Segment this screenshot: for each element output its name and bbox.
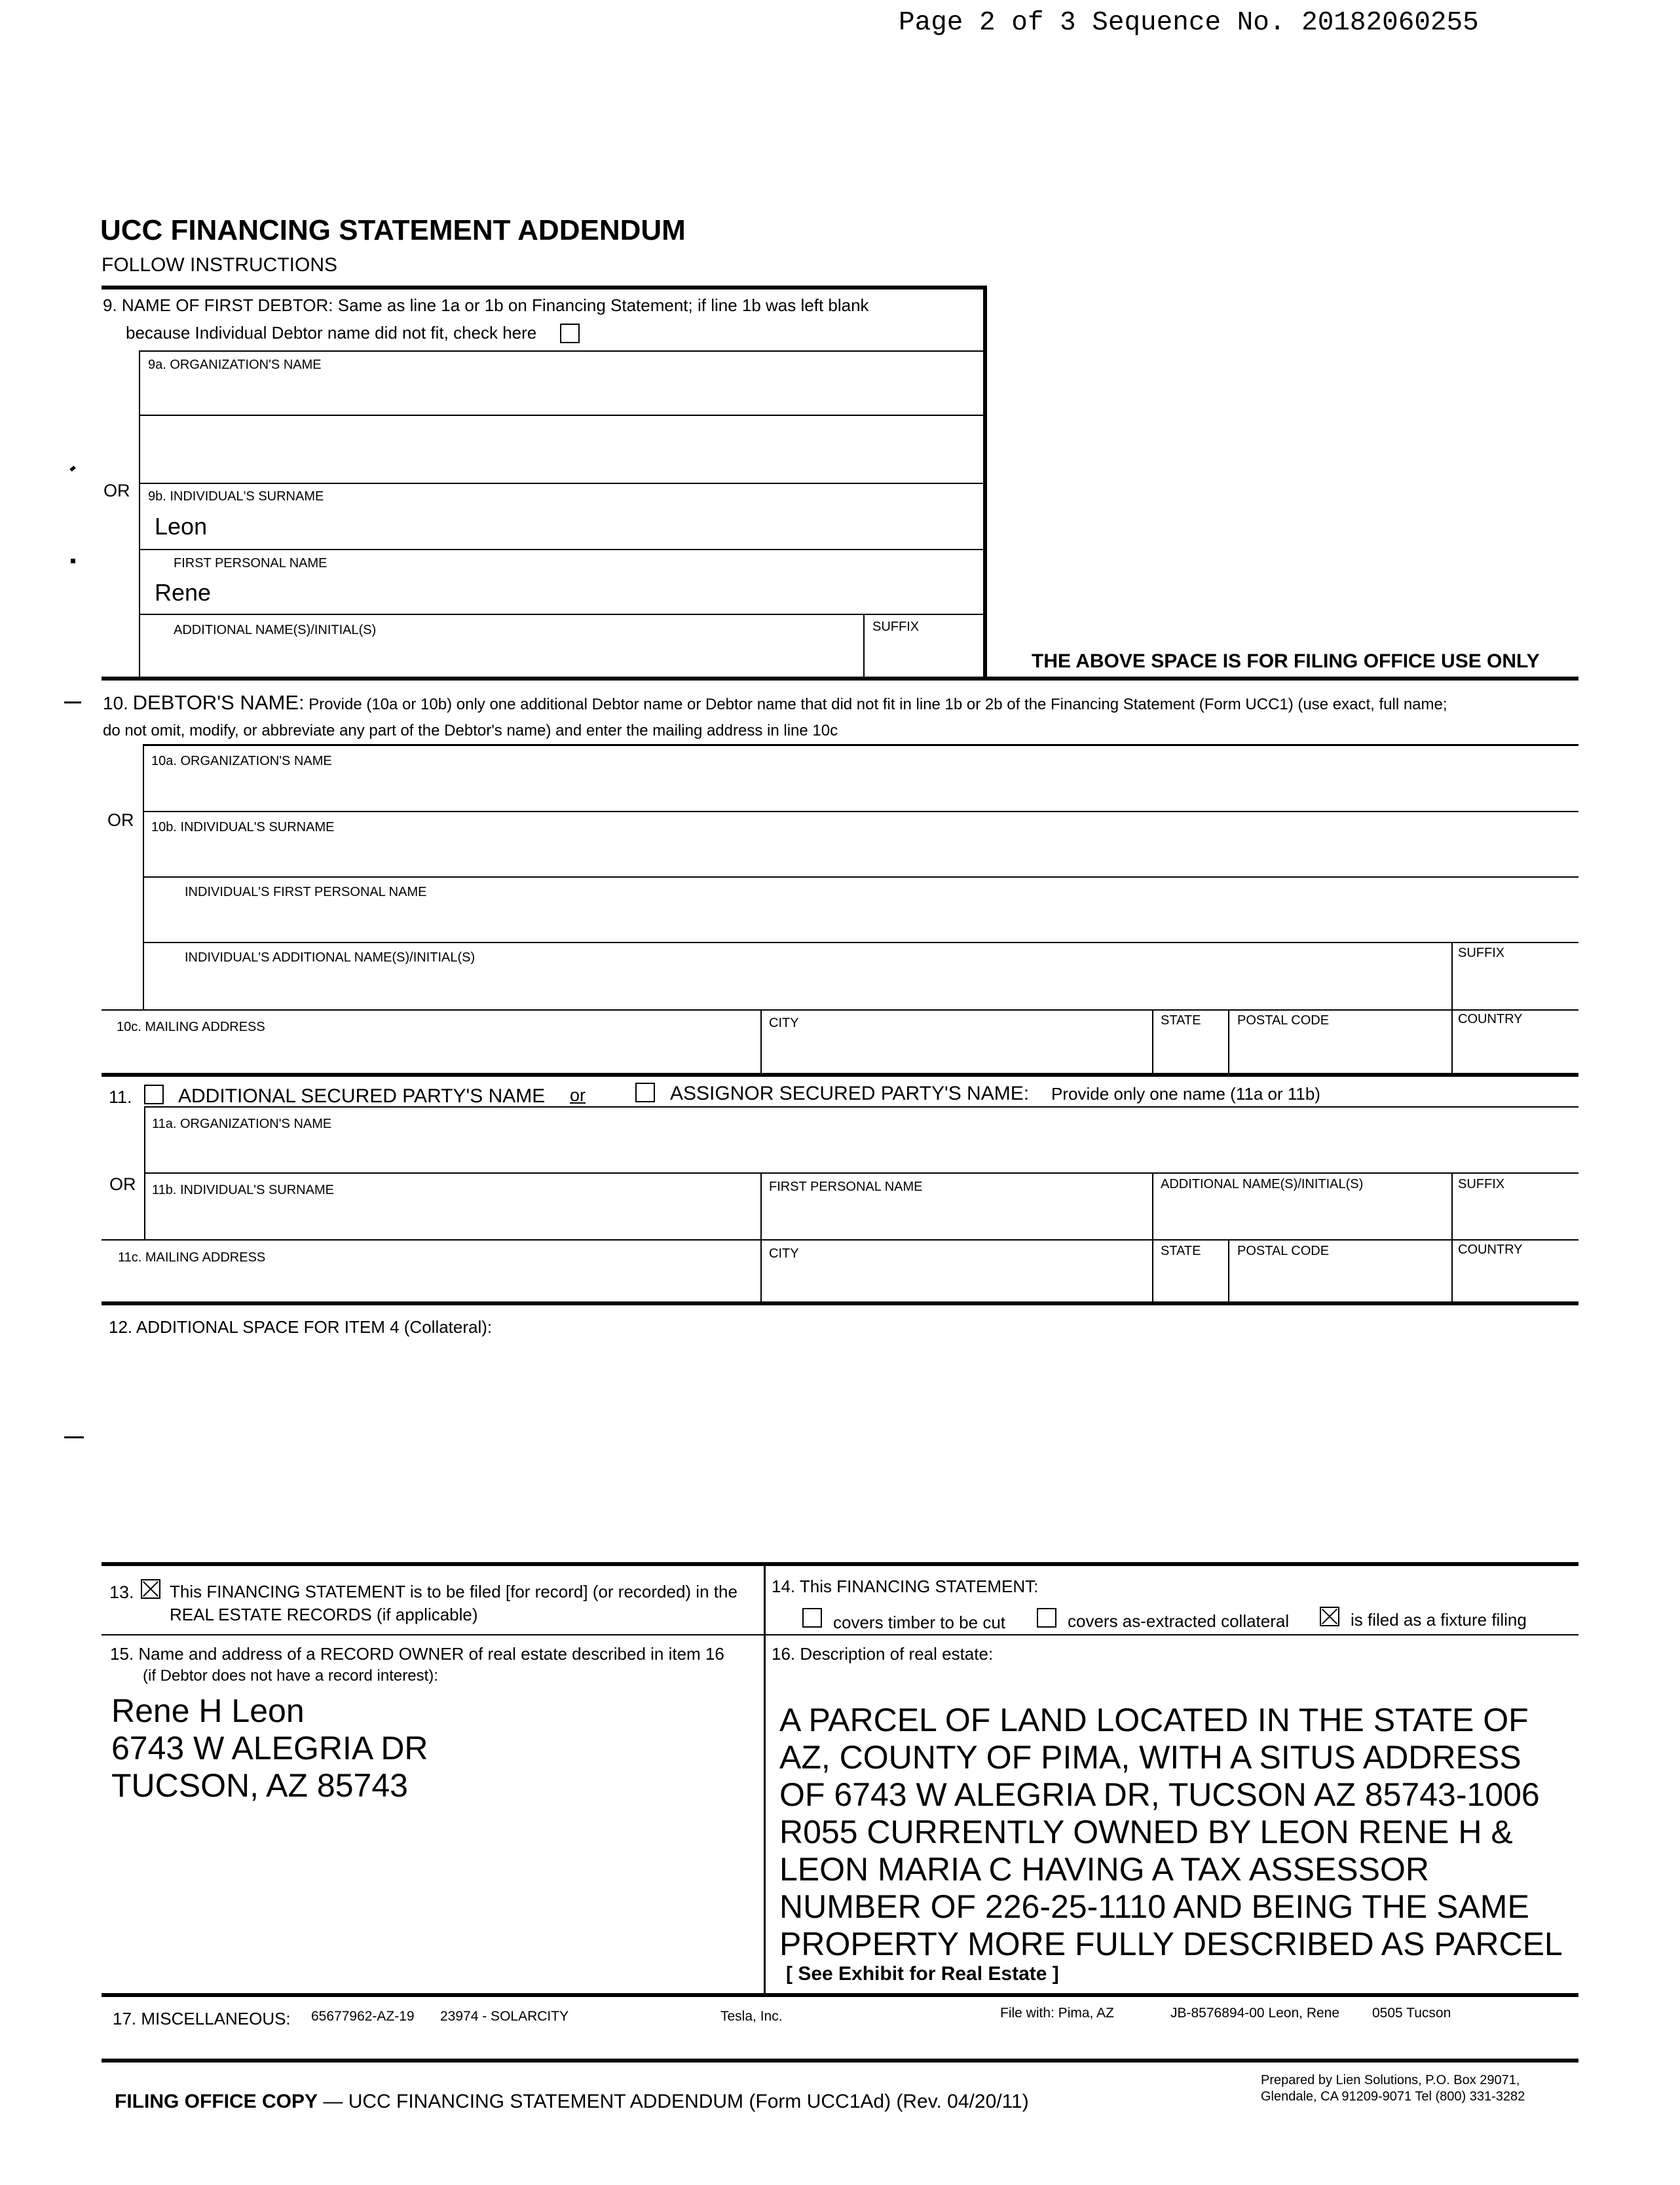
item11c-top-rule bbox=[102, 1239, 1578, 1241]
item17-label: 17. MISCELLANEOUS: bbox=[113, 2009, 291, 2028]
item13-num: 13. bbox=[109, 1582, 134, 1602]
footer-copy-bold: FILING OFFICE COPY bbox=[115, 2091, 318, 2112]
item9b-surname-value: Leon bbox=[155, 513, 208, 540]
item14-fixture-label: is filed as a fixture filing bbox=[1351, 1610, 1527, 1630]
item10-suffix-divider bbox=[1451, 942, 1453, 1009]
item9b-label: 9b. INDIVIDUAL'S SURNAME bbox=[148, 489, 324, 504]
scan-mark bbox=[64, 701, 81, 703]
item10c-state-label: STATE bbox=[1161, 1013, 1201, 1028]
item13-line2: REAL ESTATE RECORDS (if applicable) bbox=[170, 1605, 478, 1624]
item11-assignor-label: ASSIGNOR SECURED PARTY'S NAME: bbox=[670, 1083, 1030, 1104]
item10-heading bbox=[103, 691, 1447, 715]
real-estate-description-line: R055 CURRENTLY OWNED BY LEON RENE H & bbox=[779, 1814, 1513, 1850]
section13-14-divider bbox=[764, 1562, 766, 1994]
item17-job: JB-8576894-00 Leon, Rene bbox=[1170, 2006, 1340, 2021]
item11c-country-label: COUNTRY bbox=[1458, 1242, 1523, 1257]
item10-or: OR bbox=[107, 810, 134, 830]
item11-assignor-checkbox[interactable] bbox=[635, 1083, 655, 1102]
item11-provide-text: Provide only one name (11a or 11b) bbox=[1051, 1084, 1320, 1104]
real-estate-description-line: OF 6743 W ALEGRIA DR, TUCSON AZ 85743-1006 bbox=[779, 1776, 1540, 1813]
item10-additional-rule bbox=[143, 942, 1578, 943]
record-owner-city: TUCSON, AZ 85743 bbox=[111, 1767, 408, 1804]
item10c-state-divider bbox=[1152, 1009, 1153, 1075]
item10c-label: 10c. MAILING ADDRESS bbox=[117, 1020, 265, 1034]
item14-label: 14. This FINANCING STATEMENT: bbox=[772, 1577, 1039, 1596]
item17-company: Tesla, Inc. bbox=[720, 2009, 783, 2024]
item9a-bottom-rule bbox=[139, 415, 984, 416]
item9-heading: 9. NAME OF FIRST DEBTOR: Same as line 1a or 1b on Financing Statement; if line 1b was left blank bbox=[103, 295, 869, 315]
real-estate-description-line: AZ, COUNTY OF PIMA, WITH A SITUS ADDRESS bbox=[779, 1739, 1521, 1776]
item11b-suffix-label: SUFFIX bbox=[1458, 1177, 1505, 1191]
item10c-postal-label: POSTAL CODE bbox=[1237, 1013, 1330, 1028]
item11a-top-rule bbox=[144, 1106, 1578, 1108]
item11b-additional-label: ADDITIONAL NAME(S)/INITIAL(S) bbox=[1161, 1177, 1364, 1191]
item9-first-rule bbox=[139, 549, 984, 550]
scan-mark bbox=[71, 559, 75, 563]
real-estate-description-line: LEON MARIA C HAVING A TAX ASSESSOR bbox=[779, 1851, 1429, 1888]
section9-right-rule bbox=[983, 286, 987, 679]
item10c-postal-divider bbox=[1228, 1009, 1229, 1075]
item10c-city-divider bbox=[760, 1009, 762, 1075]
footer-top-rule bbox=[102, 2059, 1578, 2063]
item9-or: OR bbox=[103, 481, 130, 500]
footer-copy-rest: — UCC FINANCING STATEMENT ADDENDUM (Form UCC1Ad) (Rev. 04/20/11) bbox=[323, 2091, 1029, 2112]
item11c-postal-divider bbox=[1228, 1239, 1229, 1303]
item10-instructions: Provide (10a or 10b) only one additional Debtor name or Debtor name that did not fit in line 1b or 2b of the Financing Statement (Form UCC1) (use exact, full name; bbox=[308, 696, 1447, 713]
item10c-city-label: CITY bbox=[769, 1016, 799, 1030]
item9-check-here-checkbox[interactable] bbox=[560, 324, 580, 343]
item9-first-label: FIRST PERSONAL NAME bbox=[174, 556, 327, 570]
section10-top-rule bbox=[102, 677, 1578, 681]
item11c-city-label: CITY bbox=[769, 1246, 799, 1261]
item10-instructions-line2: do not omit, modify, or abbreviate any part of the Debtor's name) and enter the mailing address in line 10c bbox=[103, 722, 838, 739]
item11b-first-divider bbox=[760, 1172, 762, 1303]
item11b-suffix-divider bbox=[1451, 1172, 1453, 1303]
item10c-top-rule bbox=[102, 1009, 1578, 1011]
real-estate-description-line: PROPERTY MORE FULLY DESCRIBED AS PARCEL bbox=[779, 1926, 1563, 1962]
item11-or: OR bbox=[109, 1174, 136, 1194]
item14-as-extracted-label: covers as-extracted collateral bbox=[1068, 1611, 1290, 1631]
real-estate-description-line: NUMBER OF 226-25-1110 AND BEING THE SAME bbox=[779, 1888, 1529, 1925]
item12-label: 12. ADDITIONAL SPACE FOR ITEM 4 (Collateral): bbox=[109, 1317, 493, 1337]
prepared-by-line1: Prepared by Lien Solutions, P.O. Box 29071, bbox=[1261, 2073, 1520, 2087]
item17-office: 0505 Tucson bbox=[1372, 2006, 1451, 2021]
section17-top-rule bbox=[102, 1993, 1578, 1997]
item14-as-extracted-checkbox[interactable] bbox=[1037, 1608, 1056, 1628]
item10b-label: 10b. INDIVIDUAL'S SURNAME bbox=[151, 820, 335, 834]
item9-suffix-label: SUFFIX bbox=[872, 620, 920, 634]
section9-top-rule bbox=[102, 286, 987, 289]
item14-timber-label: covers timber to be cut bbox=[833, 1613, 1005, 1632]
real-estate-description-line: A PARCEL OF LAND LOCATED IN THE STATE OF bbox=[779, 1702, 1529, 1738]
item11b-first-label: FIRST PERSONAL NAME bbox=[769, 1180, 923, 1194]
item10-first-rule bbox=[143, 876, 1578, 878]
item11b-top-rule bbox=[144, 1172, 1578, 1174]
item9-additional-rule bbox=[139, 614, 984, 615]
item15-label-line2: (if Debtor does not have a record interest): bbox=[143, 1667, 438, 1685]
item10-first-label: INDIVIDUAL'S FIRST PERSONAL NAME bbox=[185, 885, 427, 899]
see-exhibit-note: [ See Exhibit for Real Estate ] bbox=[786, 1963, 1059, 1985]
item17-ref1: 65677962-AZ-19 bbox=[311, 2009, 415, 2024]
form-title: UCC FINANCING STATEMENT ADDENDUM bbox=[100, 214, 686, 246]
item11a-label: 11a. ORGANIZATION'S NAME bbox=[152, 1117, 332, 1131]
item13-real-estate-checkbox[interactable] bbox=[141, 1579, 160, 1599]
scan-mark bbox=[69, 466, 75, 472]
footer-copy bbox=[115, 2091, 1029, 2113]
item11c-state-divider bbox=[1152, 1239, 1153, 1303]
item17-file-with: File with: Pima, AZ bbox=[1000, 2006, 1114, 2021]
item10c-country-label: COUNTRY bbox=[1458, 1012, 1523, 1026]
section13-top-rule bbox=[102, 1562, 1578, 1566]
item11b-additional-divider bbox=[1152, 1172, 1153, 1240]
item10c-country-divider bbox=[1451, 1009, 1453, 1075]
item9b-top-rule bbox=[139, 483, 984, 484]
item10-suffix-label: SUFFIX bbox=[1458, 946, 1505, 960]
item9-left-rule bbox=[139, 350, 140, 680]
item13-line1: This FINANCING STATEMENT is to be filed [for record] (or recorded) in the bbox=[170, 1582, 737, 1601]
item9-heading-line2: because Individual Debtor name did not fit, check here bbox=[126, 323, 537, 343]
item9a-top-rule bbox=[139, 350, 984, 352]
item11b-label: 11b. INDIVIDUAL'S SURNAME bbox=[152, 1183, 334, 1197]
item10-title: DEBTOR'S NAME: bbox=[132, 691, 305, 714]
item11-or-text: or bbox=[570, 1085, 586, 1105]
item11-num: 11. bbox=[109, 1087, 132, 1107]
item10a-label: 10a. ORGANIZATION'S NAME bbox=[151, 754, 332, 768]
section12-top-rule bbox=[102, 1301, 1578, 1305]
section15-top-rule bbox=[102, 1634, 1578, 1635]
item9a-label: 9a. ORGANIZATION'S NAME bbox=[148, 358, 322, 372]
item10-additional-label: INDIVIDUAL'S ADDITIONAL NAME(S)/INITIAL(S) bbox=[185, 950, 476, 965]
item9-additional-label: ADDITIONAL NAME(S)/INITIAL(S) bbox=[174, 623, 377, 637]
filing-office-note: THE ABOVE SPACE IS FOR FILING OFFICE USE ONLY bbox=[1032, 650, 1540, 672]
record-owner-street: 6743 W ALEGRIA DR bbox=[111, 1730, 428, 1766]
item11c-postal-label: POSTAL CODE bbox=[1237, 1244, 1330, 1258]
item11-additional-label: ADDITIONAL SECURED PARTY'S NAME bbox=[178, 1085, 546, 1107]
item10b-top-rule bbox=[143, 811, 1578, 812]
item14-timber-checkbox[interactable] bbox=[802, 1608, 822, 1628]
item17-ref2: 23974 - SOLARCITY bbox=[440, 2009, 569, 2024]
scan-mark bbox=[64, 1436, 84, 1438]
item16-label: 16. Description of real estate: bbox=[772, 1644, 994, 1664]
form-subtitle: FOLLOW INSTRUCTIONS bbox=[102, 254, 338, 276]
item9-first-value: Rene bbox=[155, 579, 212, 606]
item15-label: 15. Name and address of a RECORD OWNER of real estate described in item 16 bbox=[110, 1644, 724, 1664]
item9-suffix-divider bbox=[863, 614, 865, 679]
item11c-label: 11c. MAILING ADDRESS bbox=[118, 1250, 266, 1265]
item11-additional-secured-checkbox[interactable] bbox=[144, 1085, 164, 1104]
section11-top-rule bbox=[102, 1073, 1578, 1077]
prepared-by-line2: Glendale, CA 91209-9071 Tel (800) 331-3282 bbox=[1261, 2089, 1525, 2104]
item11c-state-label: STATE bbox=[1161, 1244, 1201, 1258]
page-sequence-header: Page 2 of 3 Sequence No. 20182060255 bbox=[899, 8, 1479, 38]
record-owner-name: Rene H Leon bbox=[111, 1692, 305, 1729]
item14-fixture-filing-checkbox[interactable] bbox=[1320, 1607, 1339, 1626]
item10a-top-rule bbox=[143, 744, 1578, 746]
item10-num: 10. bbox=[103, 693, 128, 713]
